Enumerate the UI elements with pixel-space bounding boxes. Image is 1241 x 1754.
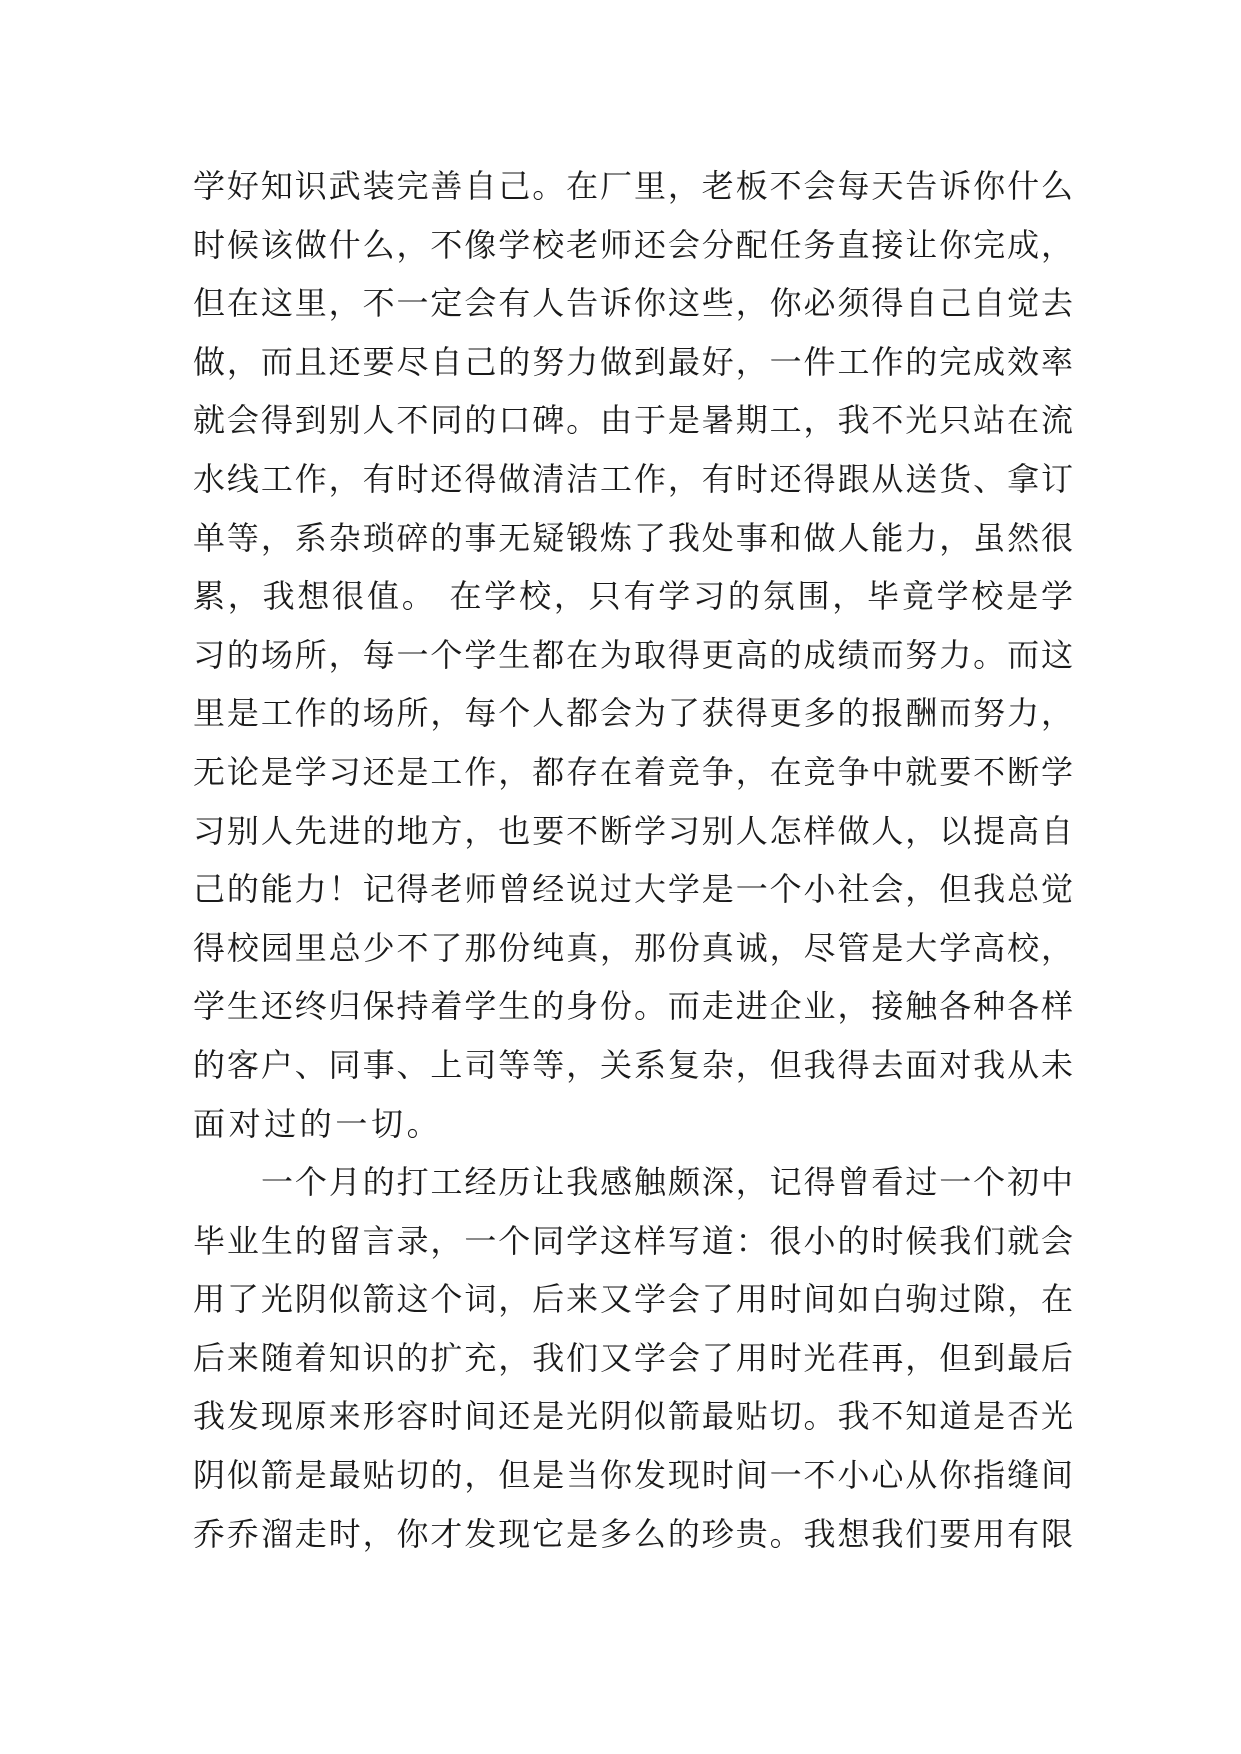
- text-line-1: 学好知识武装完善自己。在厂里，老板不会每天告诉你什么: [193, 167, 1073, 205]
- text-line-14: 得校园里总少不了那份纯真，那份真诚，尽管是大学高校，: [193, 928, 1073, 967]
- text-line-13: 己的能力！记得老师曾经说过大学是一个小社会，但我总觉: [193, 870, 1073, 909]
- text-line-12: 习别人先进的地方，也要不断学习别人怎样做人，以提高自: [193, 811, 1073, 850]
- text-line-7: 单等，系杂琐碎的事无疑锻炼了我处事和做人能力，虽然很: [193, 518, 1073, 557]
- text-line-16: 的客户、同事、上司等等，关系复杂，但我得去面对我从未: [193, 1045, 1073, 1084]
- text-line-19: 毕业生的留言录，一个同学这样写道：很小的时候我们就会: [193, 1221, 1073, 1260]
- text-line-4: 做，而且还要尽自己的努力做到最好，一件工作的完成效率: [193, 342, 1073, 381]
- text-line-15: 学生还终归保持着学生的身份。而走进企业，接触各种各样: [193, 987, 1073, 1026]
- text-line-2: 时候该做什么，不像学校老师还会分配任务直接让你完成，: [193, 225, 1073, 264]
- text-line-10: 里是工作的场所，每个人都会为了获得更多的报酬而努力，: [193, 694, 1073, 733]
- text-line-23: 阴似箭是最贴切的，但是当你发现时间一不小心从你指缝间: [193, 1456, 1073, 1495]
- text-line-17: 面对过的一切。: [193, 1104, 443, 1143]
- text-line-20: 用了光阴似箭这个词，后来又学会了用时间如白驹过隙，在: [193, 1280, 1073, 1319]
- text-line-9: 习的场所，每一个学生都在为取得更高的成绩而努力。而这: [193, 635, 1073, 674]
- text-line-18: 一个月的打工经历让我感触颇深，记得曾看过一个初中: [261, 1163, 1073, 1202]
- body-text: [193, 157, 1073, 1563]
- text-line-21: 后来随着知识的扩充，我们又学会了用时光荏再，但到最后: [193, 1338, 1073, 1377]
- text-line-11: 无论是学习还是工作，都存在着竞争，在竞争中就要不断学: [193, 752, 1073, 791]
- text-line-24: 乔乔溜走时，你才发现它是多么的珍贵。我想我们要用有限: [193, 1514, 1073, 1553]
- text-line-3: 但在这里，不一定会有人告诉你这些，你必须得自己自觉去: [193, 284, 1073, 323]
- text-line-8: 累，我想很值。 在学校，只有学习的氛围，毕竟学校是学: [193, 577, 1073, 616]
- text-line-6: 水线工作，有时还得做清洁工作，有时还得跟从送货、拿订: [193, 459, 1073, 498]
- text-line-5: 就会得到别人不同的口碑。由于是暑期工，我不光只站在流: [193, 401, 1073, 440]
- text-line-22: 我发现原来形容时间还是光阴似箭最贴切。我不知道是否光: [193, 1397, 1073, 1436]
